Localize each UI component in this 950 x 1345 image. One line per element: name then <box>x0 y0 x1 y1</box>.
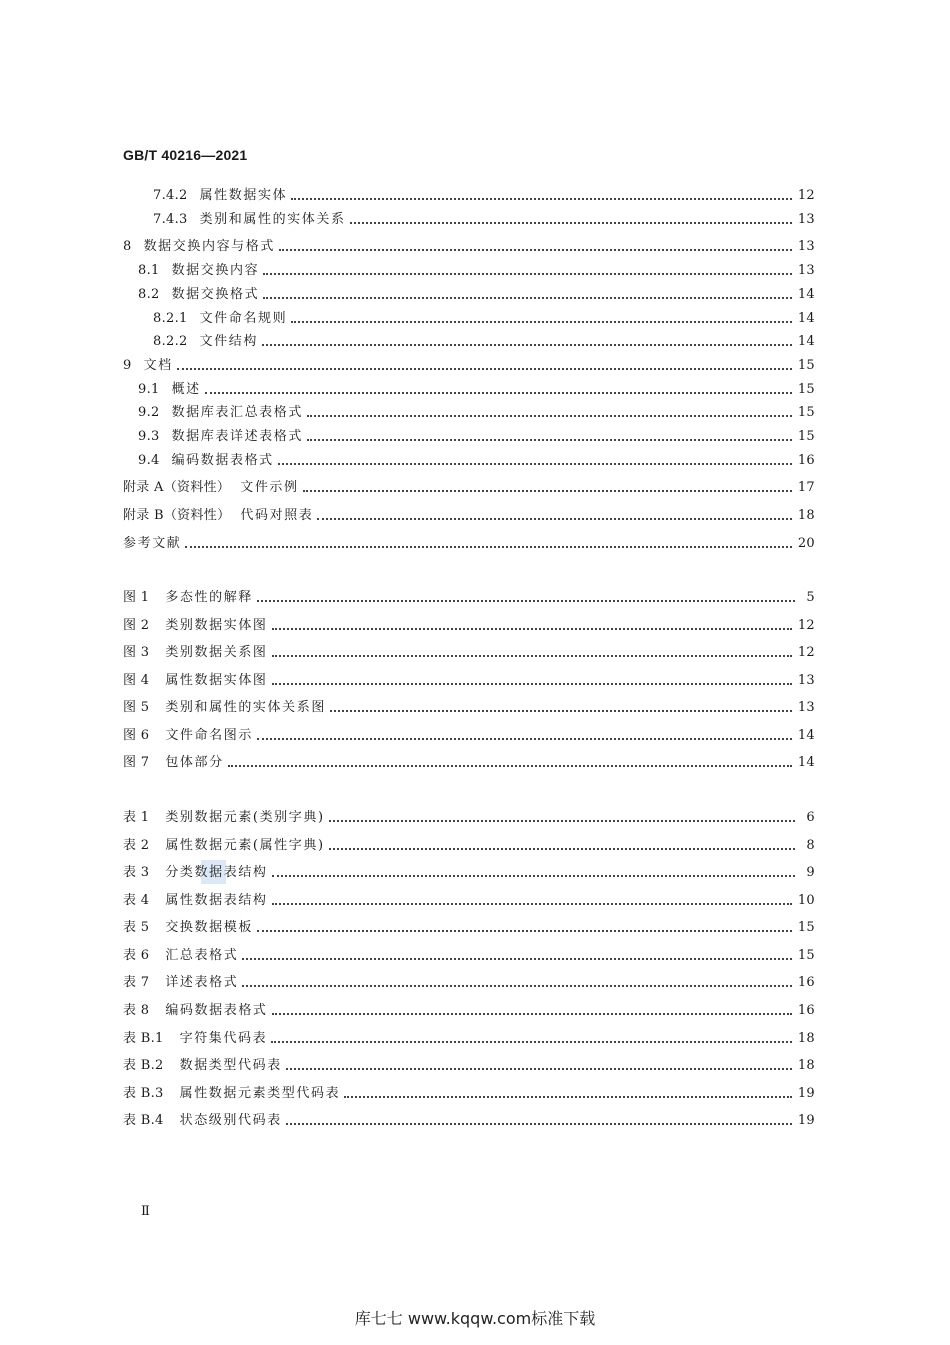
toc-entry-page: 13 <box>797 700 815 715</box>
toc-entry-page: 15 <box>797 920 815 935</box>
toc-entry-page: 9 <box>806 865 815 880</box>
toc-entry-page: 12 <box>797 618 815 633</box>
toc-entry-page: 18 <box>797 1058 815 1073</box>
toc-entry[interactable] <box>123 919 815 937</box>
toc-entry-title: 文件命名规则 <box>199 311 288 326</box>
toc-entry-title: 分类数据表结构 <box>165 865 268 880</box>
toc-entry-page: 12 <box>797 645 815 660</box>
toc-entry-number: 图 6 <box>123 728 150 743</box>
toc-entry-title: 类别和属性的实体关系图 <box>165 700 326 715</box>
toc-entry[interactable] <box>138 286 815 304</box>
toc-entry-page: 15 <box>797 405 815 420</box>
toc-entry-title: 属性数据表结构 <box>165 893 268 908</box>
toc-entry[interactable] <box>123 535 815 553</box>
toc-entry-title: 代码对照表 <box>240 508 314 523</box>
toc-entry-number: 附录 B（资料性） <box>123 508 231 523</box>
toc-leader-dots <box>185 545 791 548</box>
toc-entry[interactable] <box>123 357 815 375</box>
toc-leader-dots <box>272 874 795 877</box>
toc-leader-dots <box>329 819 795 822</box>
toc-entry-number: 图 2 <box>123 618 150 633</box>
toc-leader-dots <box>242 984 792 987</box>
toc-leader-dots <box>177 367 792 370</box>
toc-entry-page: 12 <box>797 188 815 203</box>
toc-leader-dots <box>279 248 792 251</box>
toc-entry[interactable] <box>153 310 815 328</box>
toc-entry-page: 5 <box>806 590 815 605</box>
toc-entry-number: 9.2 <box>138 405 160 420</box>
toc-entry-number: 图 4 <box>123 673 150 688</box>
toc-entry[interactable] <box>153 211 815 229</box>
toc-leader-dots <box>272 1012 792 1015</box>
toc-entry-page: 8 <box>806 838 815 853</box>
toc-entry-title: 属性数据元素(属性字典) <box>165 838 325 853</box>
toc-entry[interactable] <box>123 507 815 525</box>
toc-entry-number: 表 3 <box>123 865 150 880</box>
toc-entry[interactable] <box>123 1030 815 1048</box>
toc-leader-dots <box>350 221 792 224</box>
toc-entry-title: 多态性的解释 <box>165 590 253 605</box>
toc-entry-title: 数据交换格式 <box>171 287 260 302</box>
toc-leader-dots <box>257 929 792 932</box>
toc-entry[interactable] <box>123 974 815 992</box>
toc-entry-title: 参考文献 <box>123 536 182 551</box>
toc-entry-title: 概述 <box>171 382 201 397</box>
toc-leader-dots <box>272 654 792 657</box>
toc-entry-title: 状态级别代码表 <box>179 1113 282 1128</box>
toc-entry-number: 7.4.3 <box>153 212 188 227</box>
toc-entry-page: 19 <box>797 1113 815 1128</box>
toc-entry-number: 8.1 <box>138 263 160 278</box>
toc-entry-number: 9.4 <box>138 453 160 468</box>
toc-entry[interactable] <box>123 617 815 635</box>
toc-entry-number: 图 5 <box>123 700 150 715</box>
toc-entry[interactable] <box>123 672 815 690</box>
toc-leader-dots <box>272 902 792 905</box>
toc-entry-number: 表 B.2 <box>123 1058 164 1073</box>
toc-entry-page: 14 <box>797 311 815 326</box>
toc-entry-title: 数据库表详述表格式 <box>171 429 303 444</box>
toc-entry-title: 数据类型代码表 <box>179 1058 282 1073</box>
toc-entry[interactable] <box>123 892 815 910</box>
toc-entry[interactable] <box>123 1085 815 1103</box>
toc-entry[interactable] <box>123 1057 815 1075</box>
toc-entry-title: 详述表格式 <box>165 975 239 990</box>
toc-entry[interactable] <box>153 333 815 351</box>
toc-leader-dots <box>291 197 792 200</box>
toc-entry[interactable] <box>138 452 815 470</box>
toc-entry-title: 汇总表格式 <box>165 948 239 963</box>
toc-entry-page: 13 <box>797 673 815 688</box>
toc-entry-number: 表 2 <box>123 838 150 853</box>
toc-entry-number: 表 7 <box>123 975 150 990</box>
toc-entry[interactable] <box>123 809 815 827</box>
toc-entry-number: 9.3 <box>138 429 160 444</box>
page-number: Ⅱ <box>141 1204 150 1219</box>
toc-entry-title: 数据交换内容 <box>171 263 260 278</box>
toc-entry[interactable] <box>138 262 815 280</box>
toc-leader-dots <box>329 847 795 850</box>
toc-entry[interactable] <box>138 428 815 446</box>
toc-entry-page: 16 <box>797 975 815 990</box>
toc-leader-dots <box>257 737 792 740</box>
toc-entry-page: 13 <box>797 239 815 254</box>
toc-entry-page: 10 <box>797 893 815 908</box>
toc-leader-dots <box>303 489 792 492</box>
toc-entry-number: 9.1 <box>138 382 160 397</box>
toc-entry-page: 14 <box>797 728 815 743</box>
toc-entry-page: 14 <box>797 287 815 302</box>
toc-leader-dots <box>263 296 792 299</box>
toc-entry-title: 文档 <box>143 358 173 373</box>
toc-entry-title: 文件结构 <box>199 334 258 349</box>
toc-leader-dots <box>262 343 792 346</box>
toc-entry-number: 表 B.4 <box>123 1113 164 1128</box>
toc-entry[interactable] <box>123 837 815 855</box>
toc-leader-dots <box>242 957 792 960</box>
toc-entry[interactable] <box>123 947 815 965</box>
toc-leader-dots <box>257 599 795 602</box>
toc-entry-number: 表 1 <box>123 810 150 825</box>
toc-entry-number: 图 1 <box>123 590 150 605</box>
toc-entry-page: 17 <box>797 480 815 495</box>
toc-entry-title: 类别和属性的实体关系 <box>199 212 346 227</box>
toc-entry-title: 属性数据实体 <box>199 188 288 203</box>
toc-entry-title: 属性数据实体图 <box>165 673 268 688</box>
toc-entry-number: 8.2.1 <box>153 311 188 326</box>
toc-leader-dots <box>263 272 792 275</box>
toc-entry-title: 包体部分 <box>165 755 224 770</box>
toc-entry[interactable] <box>123 238 815 256</box>
toc-entry-page: 16 <box>797 453 815 468</box>
toc-entry[interactable] <box>123 589 815 607</box>
toc-leader-dots <box>330 709 792 712</box>
toc-entry[interactable] <box>153 187 815 205</box>
toc-entry-number: 表 B.1 <box>123 1031 164 1046</box>
toc-entry-title: 编码数据表格式 <box>165 1003 268 1018</box>
toc-entry-title: 字符集代码表 <box>179 1031 268 1046</box>
toc-leader-dots <box>272 682 792 685</box>
toc-entry-page: 6 <box>806 810 815 825</box>
toc-entry-page: 18 <box>797 1031 815 1046</box>
toc-entry-title: 数据交换内容与格式 <box>143 239 275 254</box>
toc-entry-number: 表 B.3 <box>123 1086 164 1101</box>
toc-entry-page: 16 <box>797 1003 815 1018</box>
toc-entry[interactable] <box>123 1112 815 1130</box>
toc-entry-title: 属性数据元素类型代码表 <box>179 1086 341 1101</box>
footer-watermark: 库七七 www.kqqw.com标准下载 <box>354 1309 596 1328</box>
toc-entry-page: 20 <box>797 536 815 551</box>
toc-entry-page: 15 <box>797 429 815 444</box>
toc-entry-page: 13 <box>797 212 815 227</box>
toc-entry-number: 表 8 <box>123 1003 150 1018</box>
toc-entry-title: 类别数据元素(类别字典) <box>165 810 325 825</box>
toc-entry-number: 7.4.2 <box>153 188 188 203</box>
toc-entry-number: 表 4 <box>123 893 150 908</box>
toc-entry[interactable] <box>138 381 815 399</box>
toc-entry-number: 9 <box>123 358 132 373</box>
toc-entry-page: 14 <box>797 755 815 770</box>
toc-leader-dots <box>271 1040 792 1043</box>
toc-entry-number: 8.2.2 <box>153 334 188 349</box>
toc-leader-dots <box>307 414 792 417</box>
toc-entry[interactable] <box>123 1002 815 1020</box>
toc-leader-dots <box>278 462 792 465</box>
toc-entry-title: 类别数据实体图 <box>165 618 268 633</box>
toc-entry-number: 8 <box>123 239 132 254</box>
toc-entry[interactable] <box>123 644 815 662</box>
toc-leader-dots <box>317 517 791 520</box>
toc-entry-page: 19 <box>797 1086 815 1101</box>
toc-entry[interactable] <box>123 864 815 882</box>
toc-entry[interactable] <box>123 699 815 717</box>
toc-leader-dots <box>344 1095 792 1098</box>
toc-entry-number: 图 3 <box>123 645 150 660</box>
toc-entry-page: 18 <box>797 508 815 523</box>
toc-entry-title: 文件示例 <box>240 480 299 495</box>
toc-entry[interactable] <box>123 727 815 745</box>
toc-entry-page: 13 <box>797 263 815 278</box>
toc-entry-title: 编码数据表格式 <box>171 453 274 468</box>
toc-entry-page: 15 <box>797 382 815 397</box>
toc-entry-number: 表 5 <box>123 920 150 935</box>
toc-entry-number: 8.2 <box>138 287 160 302</box>
standard-code: GB/T 40216—2021 <box>123 147 248 163</box>
toc-entry-title: 文件命名图示 <box>165 728 253 743</box>
toc-leader-dots <box>286 1122 792 1125</box>
toc-leader-dots <box>307 438 792 441</box>
toc-entry-title: 类别数据关系图 <box>165 645 268 660</box>
toc-entry-page: 15 <box>797 358 815 373</box>
toc-entry-page: 15 <box>797 948 815 963</box>
toc-leader-dots <box>286 1067 792 1070</box>
toc-entry-number: 附录 A（资料性） <box>123 480 231 495</box>
toc-leader-dots <box>291 320 792 323</box>
toc-entry[interactable] <box>123 754 815 772</box>
toc-entry[interactable] <box>138 404 815 422</box>
toc-entry[interactable] <box>123 479 815 497</box>
toc-entry-number: 图 7 <box>123 755 150 770</box>
toc-leader-dots <box>272 627 792 630</box>
toc-entry-page: 14 <box>797 334 815 349</box>
toc-leader-dots <box>228 764 792 767</box>
toc-entry-title: 数据库表汇总表格式 <box>171 405 303 420</box>
toc-leader-dots <box>205 391 792 394</box>
toc-entry-title: 交换数据模板 <box>165 920 253 935</box>
toc-entry-number: 表 6 <box>123 948 150 963</box>
